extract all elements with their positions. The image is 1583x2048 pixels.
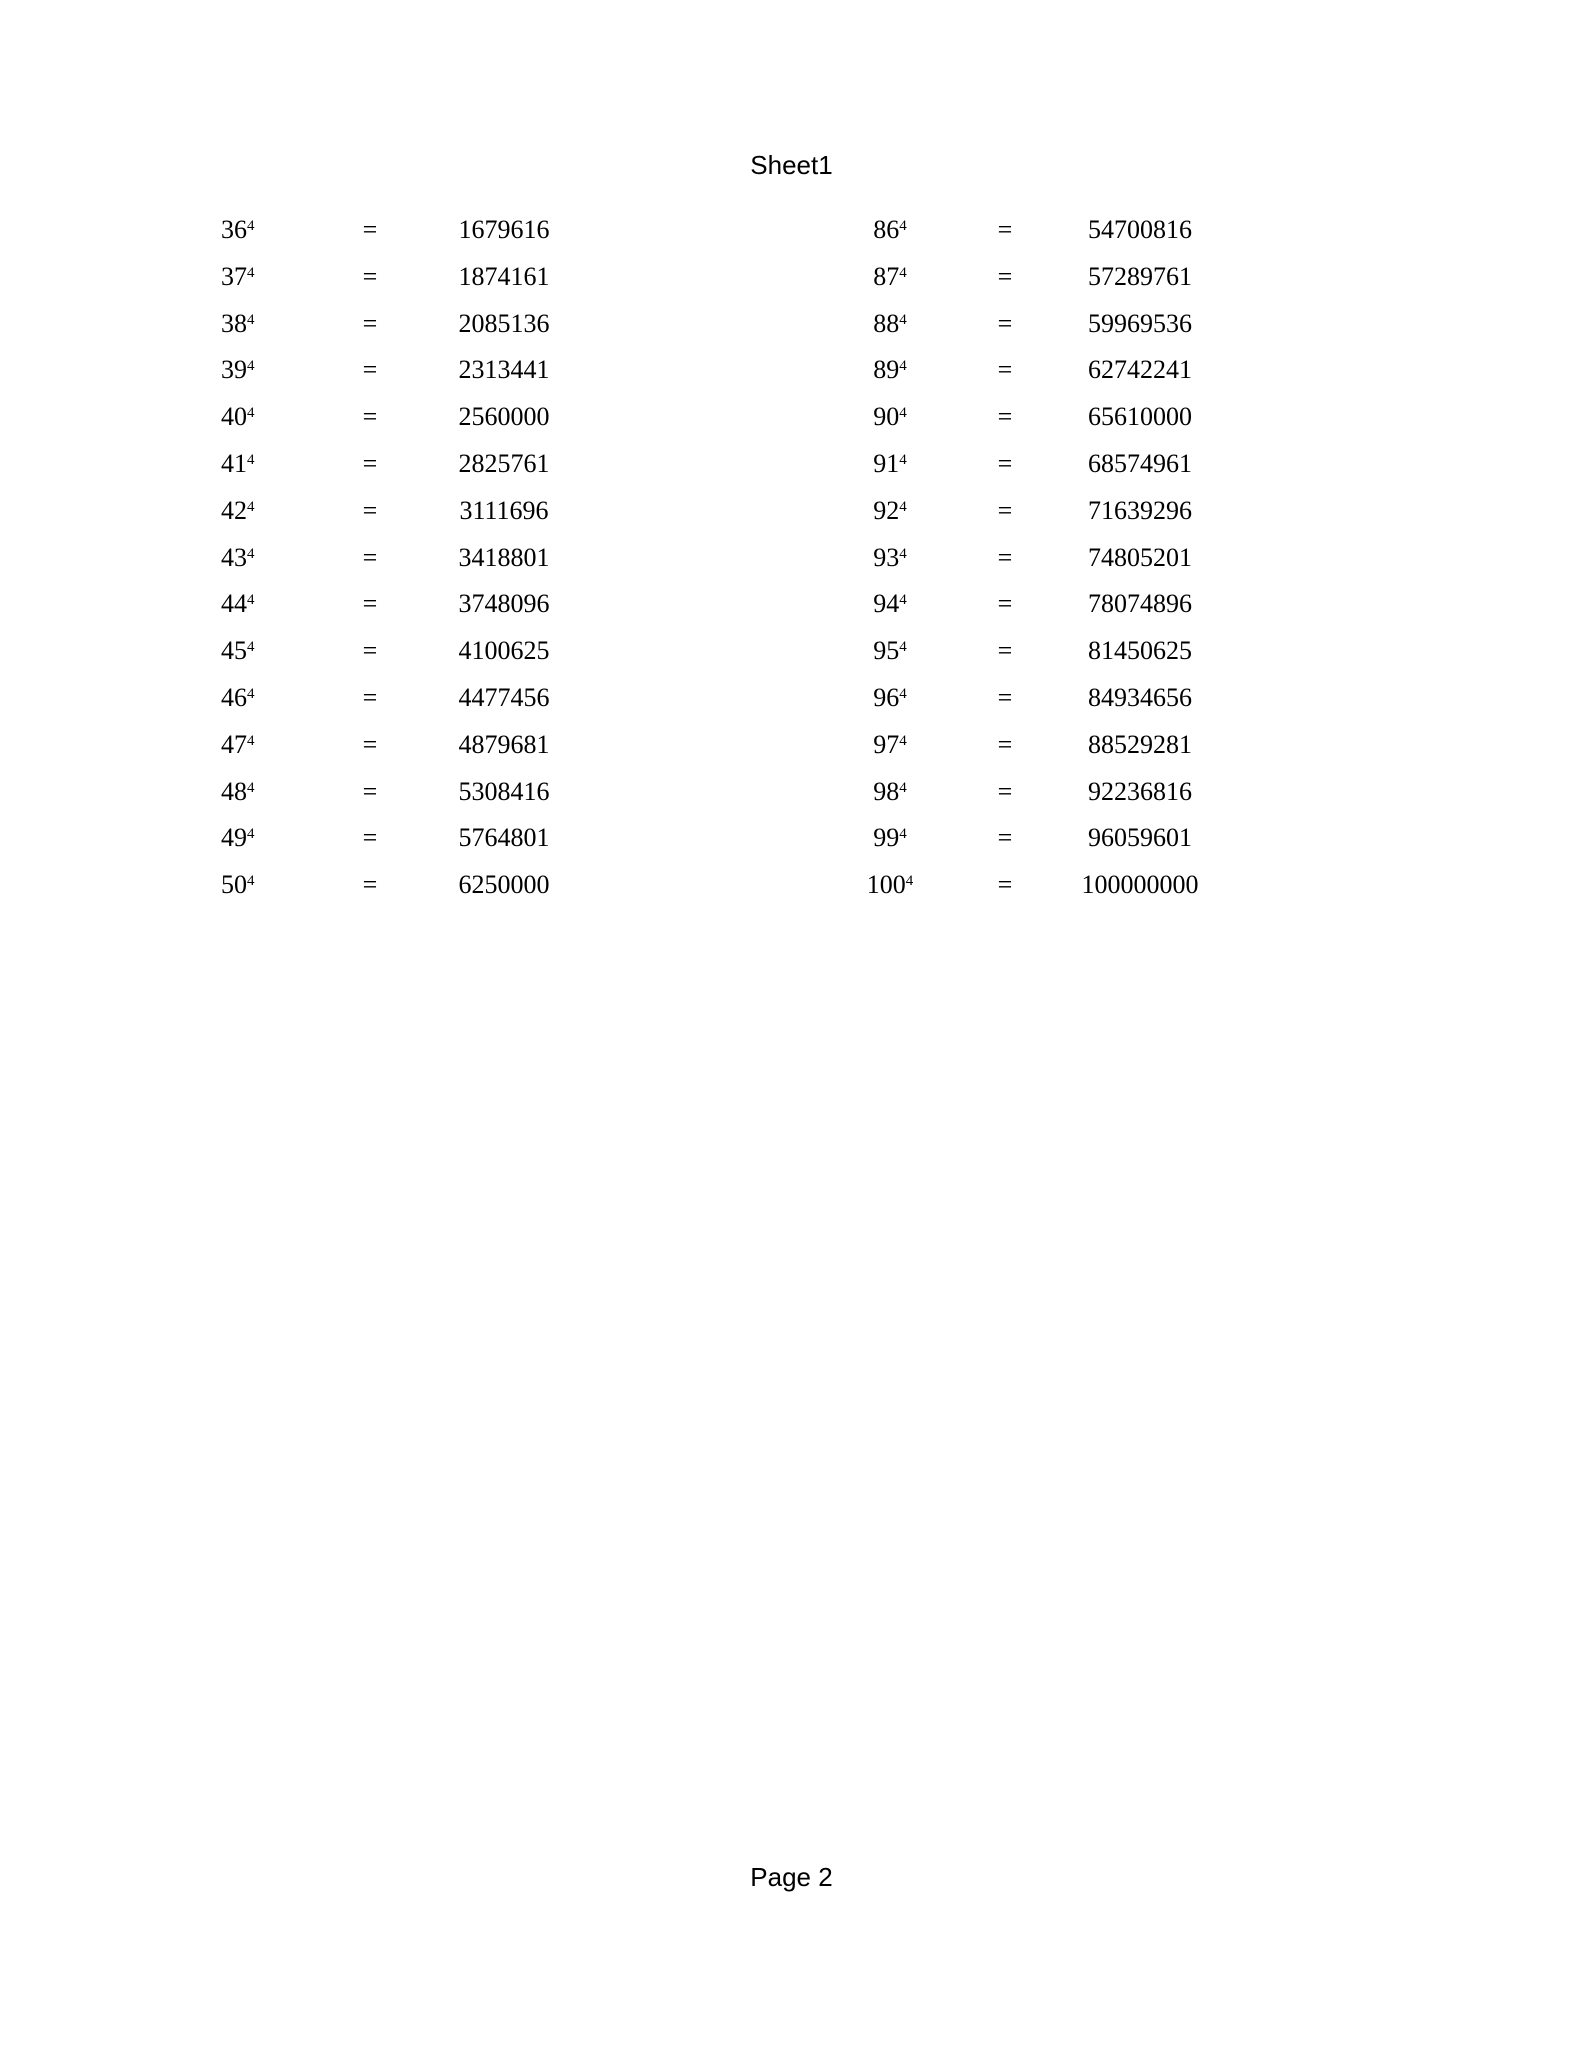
power-value: 1679616 — [458, 215, 550, 244]
equals-sign: = — [997, 823, 1013, 853]
exponent: 4 — [899, 451, 907, 468]
exponent: 4 — [247, 685, 255, 702]
equals-sign: = — [997, 636, 1013, 666]
power-value: 62742241 — [1088, 355, 1192, 385]
equals-sign: = — [997, 308, 1013, 338]
equals-sign: = — [997, 776, 1013, 806]
power-expression — [221, 628, 281, 675]
power-expression — [830, 207, 950, 254]
power-value: 2560000 — [458, 402, 550, 432]
power-expression — [221, 581, 281, 628]
equals-sign: = — [997, 495, 1013, 525]
power-value: 59969536 — [1088, 308, 1192, 338]
base-number: 47 — [221, 729, 247, 759]
equals-sign: = — [362, 215, 378, 244]
power-expression — [221, 675, 281, 722]
power-expression — [221, 862, 281, 909]
base-number: 96 — [873, 682, 900, 712]
base-number: 42 — [221, 495, 247, 525]
exponent: 4 — [247, 873, 255, 890]
base-number: 39 — [221, 355, 247, 385]
base-number: 38 — [221, 308, 247, 338]
base-number: 93 — [873, 542, 900, 572]
equals-sign: = — [362, 870, 378, 900]
base-number: 88 — [873, 308, 900, 338]
exponent: 4 — [899, 405, 907, 422]
power-expression — [830, 254, 950, 301]
power-expression — [830, 441, 950, 488]
power-value: 71639296 — [1088, 495, 1192, 525]
equals-sign: = — [997, 215, 1013, 244]
equals-sign: = — [362, 448, 378, 478]
exponent: 4 — [247, 826, 255, 843]
power-expression — [221, 769, 281, 816]
base-number: 98 — [873, 776, 900, 806]
equals-sign: = — [362, 355, 378, 385]
base-number: 49 — [221, 823, 247, 853]
base-number: 40 — [221, 402, 247, 432]
equals-sign: = — [997, 682, 1013, 712]
power-expression — [221, 394, 281, 441]
power-value: 5764801 — [458, 823, 550, 853]
base-number: 46 — [221, 682, 247, 712]
exponent: 4 — [899, 685, 907, 702]
power-value: 65610000 — [1088, 402, 1192, 432]
power-expression — [221, 347, 281, 394]
page-number: Page 2 — [750, 1862, 833, 1892]
power-value: 57289761 — [1088, 261, 1192, 291]
exponent: 4 — [899, 218, 907, 234]
power-value: 5308416 — [458, 776, 550, 806]
equals-sign: = — [997, 870, 1013, 900]
power-expression — [830, 675, 950, 722]
power-expression — [830, 815, 950, 862]
exponent: 4 — [899, 311, 907, 328]
equals-sign: = — [997, 589, 1013, 619]
power-expression — [221, 815, 281, 862]
power-expression — [221, 535, 281, 582]
power-value: 100000000 — [1081, 870, 1199, 900]
base-number: 95 — [873, 636, 900, 666]
exponent: 4 — [247, 732, 255, 749]
base-number: 89 — [873, 355, 900, 385]
equals-sign: = — [362, 542, 378, 572]
power-value: 3748096 — [458, 589, 550, 619]
sheet-title: Sheet1 — [750, 150, 833, 180]
equals-sign: = — [362, 636, 378, 666]
exponent: 4 — [247, 779, 255, 796]
power-value: 92236816 — [1088, 776, 1192, 806]
base-number: 45 — [221, 636, 247, 666]
power-value: 84934656 — [1088, 682, 1192, 712]
equals-sign: = — [362, 402, 378, 432]
base-number: 87 — [873, 261, 900, 291]
power-expression — [221, 301, 281, 348]
exponent: 4 — [247, 592, 255, 609]
equals-sign: = — [362, 823, 378, 853]
exponent: 4 — [247, 498, 255, 515]
power-value: 68574961 — [1088, 448, 1192, 478]
base-number: 86 — [873, 215, 900, 244]
power-expression — [221, 488, 281, 535]
power-value: 4477456 — [458, 682, 550, 712]
equals-sign: = — [362, 589, 378, 619]
base-number: 37 — [221, 261, 247, 291]
power-expression — [830, 769, 950, 816]
base-number: 97 — [873, 729, 900, 759]
power-value: 81450625 — [1088, 636, 1192, 666]
equals-sign: = — [997, 355, 1013, 385]
base-number: 44 — [221, 589, 247, 619]
power-value: 88529281 — [1088, 729, 1192, 759]
base-number: 100 — [866, 870, 906, 900]
base-number: 99 — [873, 823, 900, 853]
base-number: 41 — [221, 448, 247, 478]
power-expression — [830, 394, 950, 441]
exponent: 4 — [899, 498, 907, 515]
exponent: 4 — [899, 779, 907, 796]
base-number: 91 — [873, 448, 900, 478]
exponent: 4 — [899, 592, 907, 609]
exponent: 4 — [899, 264, 907, 281]
equals-sign: = — [997, 402, 1013, 432]
power-value: 78074896 — [1088, 589, 1192, 619]
exponent: 4 — [899, 545, 907, 562]
power-value: 2085136 — [458, 308, 550, 338]
power-value: 2313441 — [458, 355, 550, 385]
exponent: 4 — [905, 873, 914, 890]
exponent: 4 — [247, 545, 255, 562]
base-number: 90 — [873, 402, 900, 432]
equals-sign: = — [362, 729, 378, 759]
exponent: 4 — [899, 358, 907, 375]
power-value: 96059601 — [1088, 823, 1192, 853]
exponent: 4 — [247, 405, 255, 422]
power-value: 2825761 — [458, 448, 550, 478]
exponent: 4 — [247, 264, 255, 281]
equals-sign: = — [362, 308, 378, 338]
base-number: 43 — [221, 542, 247, 572]
power-expression — [830, 301, 950, 348]
equals-sign: = — [362, 776, 378, 806]
exponent: 4 — [899, 732, 907, 749]
equals-sign: = — [997, 542, 1013, 572]
power-value: 74805201 — [1088, 542, 1192, 572]
equals-sign: = — [362, 495, 378, 525]
equals-sign: = — [997, 729, 1013, 759]
power-value: 3418801 — [458, 542, 550, 572]
equals-sign: = — [997, 448, 1013, 478]
base-number: 36 — [221, 215, 247, 244]
power-value: 1874161 — [458, 261, 550, 291]
power-value: 4879681 — [458, 729, 550, 759]
power-expression — [221, 722, 281, 769]
base-number: 92 — [873, 495, 900, 525]
exponent: 4 — [247, 311, 255, 328]
exponent: 4 — [247, 639, 255, 656]
power-value: 54700816 — [1088, 215, 1192, 244]
power-value: 3111696 — [459, 495, 549, 525]
power-expression — [830, 347, 950, 394]
power-expression — [830, 722, 950, 769]
power-expression — [221, 254, 281, 301]
power-value: 6250000 — [458, 870, 550, 900]
base-number: 94 — [873, 589, 900, 619]
equals-sign: = — [997, 261, 1013, 291]
base-number: 50 — [221, 870, 247, 900]
power-expression — [830, 581, 950, 628]
exponent: 4 — [899, 826, 907, 843]
exponent: 4 — [247, 218, 255, 234]
exponent: 4 — [247, 451, 255, 468]
power-expression — [221, 441, 281, 488]
equals-sign: = — [362, 261, 378, 291]
power-expression — [830, 628, 950, 675]
power-expression — [221, 207, 281, 254]
power-expression — [830, 862, 950, 909]
equals-sign: = — [362, 682, 378, 712]
exponent: 4 — [899, 639, 907, 656]
exponent: 4 — [247, 358, 255, 375]
base-number: 48 — [221, 776, 247, 806]
power-value: 4100625 — [458, 636, 550, 666]
power-expression — [830, 488, 950, 535]
power-expression — [830, 535, 950, 582]
